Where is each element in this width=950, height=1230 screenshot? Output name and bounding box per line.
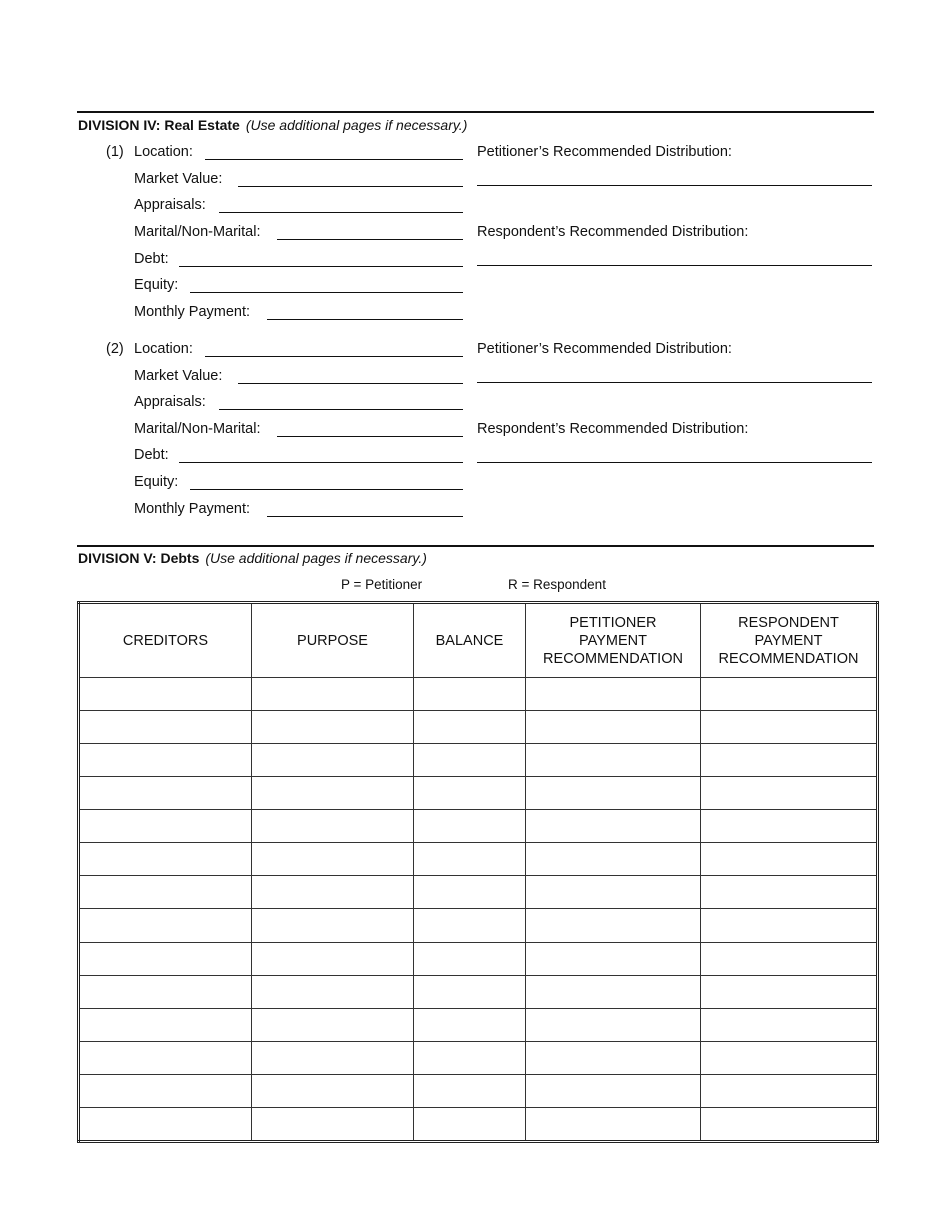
respondent-payment-cell[interactable] <box>701 909 878 942</box>
header-text: BALANCE <box>435 632 504 649</box>
petitioner-payment-cell[interactable] <box>526 777 701 810</box>
petitioner-payment-cell[interactable] <box>526 678 701 711</box>
debt-label: Debt: <box>134 251 169 267</box>
purpose-cell[interactable] <box>252 843 414 876</box>
balance-cell[interactable] <box>414 711 526 744</box>
petitioner-payment-cell[interactable] <box>526 1008 701 1041</box>
equity-label: Equity: <box>134 277 179 293</box>
monthly-payment-label: Monthly Payment: <box>134 304 251 320</box>
division-iv-note: (Use additional pages if necessary.) <box>245 117 468 133</box>
petitioner-distribution-label: Petitioner’s Recommended Distribution: <box>477 341 732 357</box>
petitioner-payment-cell[interactable] <box>526 1074 701 1107</box>
purpose-cell[interactable] <box>252 678 414 711</box>
petitioner-distribution-field[interactable] <box>477 382 872 383</box>
balance-cell[interactable] <box>414 744 526 777</box>
creditor-cell[interactable] <box>79 777 252 810</box>
creditor-cell[interactable] <box>79 909 252 942</box>
marital-field[interactable] <box>277 239 463 240</box>
market-value-field[interactable] <box>238 186 463 187</box>
market-value-label: Market Value: <box>134 368 223 384</box>
header-text: RECOMMENDATION <box>718 650 859 667</box>
creditor-cell[interactable] <box>79 1008 252 1041</box>
marital-label: Marital/Non-Marital: <box>134 421 261 437</box>
division-v-heading-row <box>78 550 427 566</box>
respondent-payment-cell[interactable] <box>701 843 878 876</box>
petitioner-payment-cell[interactable] <box>526 843 701 876</box>
location-label: Location: <box>134 144 193 160</box>
balance-cell[interactable] <box>414 942 526 975</box>
respondent-payment-cell[interactable] <box>701 810 878 843</box>
purpose-cell[interactable] <box>252 1074 414 1107</box>
table-row <box>79 744 878 777</box>
purpose-cell[interactable] <box>252 1041 414 1074</box>
creditor-cell[interactable] <box>79 843 252 876</box>
monthly-payment-field[interactable] <box>267 319 463 320</box>
appraisals-field[interactable] <box>219 409 463 410</box>
table-row <box>79 1074 878 1107</box>
respondent-payment-cell[interactable] <box>701 711 878 744</box>
property-number: (2) <box>106 341 124 357</box>
balance-cell[interactable] <box>414 843 526 876</box>
respondent-payment-cell[interactable] <box>701 975 878 1008</box>
respondent-payment-cell[interactable] <box>701 744 878 777</box>
table-row <box>79 909 878 942</box>
balance-cell[interactable] <box>414 909 526 942</box>
header-text: PETITIONER <box>569 614 657 631</box>
petitioner-payment-cell[interactable] <box>526 810 701 843</box>
respondent-payment-cell[interactable] <box>701 876 878 909</box>
balance-cell[interactable] <box>414 777 526 810</box>
balance-header <box>414 603 526 678</box>
debts-table <box>77 601 879 1143</box>
marital-field[interactable] <box>277 436 463 437</box>
balance-cell[interactable] <box>414 1008 526 1041</box>
balance-cell[interactable] <box>414 1074 526 1107</box>
table-row <box>79 810 878 843</box>
header-text: PURPOSE <box>297 632 368 649</box>
location-label: Location: <box>134 341 193 357</box>
debts-table-body <box>79 678 878 1142</box>
division-v-heading: DIVISION V: Debts <box>78 550 200 566</box>
table-row <box>79 678 878 711</box>
respondent-distribution-label: Respondent’s Recommended Distribution: <box>477 421 749 437</box>
location-field[interactable] <box>205 159 463 160</box>
petitioner-payment-header <box>526 603 701 678</box>
respondent-payment-cell[interactable] <box>701 1107 878 1141</box>
debt-label: Debt: <box>134 447 169 463</box>
header-text: PAYMENT <box>579 632 647 649</box>
purpose-cell[interactable] <box>252 942 414 975</box>
creditor-cell[interactable] <box>79 678 252 711</box>
purpose-cell[interactable] <box>252 777 414 810</box>
table-row <box>79 1041 878 1074</box>
market-value-label: Market Value: <box>134 171 223 187</box>
balance-cell[interactable] <box>414 975 526 1008</box>
header-text: CREDITORS <box>122 632 209 649</box>
petitioner-payment-cell[interactable] <box>526 876 701 909</box>
petitioner-distribution-field[interactable] <box>477 185 872 186</box>
purpose-cell[interactable] <box>252 810 414 843</box>
location-field[interactable] <box>205 356 463 357</box>
respondent-distribution-field[interactable] <box>477 462 872 463</box>
petitioner-payment-cell[interactable] <box>526 1107 701 1141</box>
property-number: (1) <box>106 144 124 160</box>
purpose-cell[interactable] <box>252 744 414 777</box>
legend-petitioner: P = Petitioner <box>341 577 423 592</box>
purpose-cell[interactable] <box>252 876 414 909</box>
purpose-cell[interactable] <box>252 909 414 942</box>
division-v-top-rule <box>77 545 874 547</box>
petitioner-payment-cell[interactable] <box>526 711 701 744</box>
respondent-payment-cell[interactable] <box>701 942 878 975</box>
purpose-cell[interactable] <box>252 711 414 744</box>
equity-field[interactable] <box>190 489 463 490</box>
creditor-cell[interactable] <box>79 711 252 744</box>
legend-respondent: R = Respondent <box>508 577 606 592</box>
division-iv-top-rule <box>77 111 874 113</box>
monthly-payment-field[interactable] <box>267 516 463 517</box>
division-v-note: (Use additional pages if necessary.) <box>205 550 427 566</box>
balance-cell[interactable] <box>414 1107 526 1141</box>
respondent-payment-cell[interactable] <box>701 678 878 711</box>
balance-cell[interactable] <box>414 876 526 909</box>
respondent-payment-cell[interactable] <box>701 777 878 810</box>
monthly-payment-label: Monthly Payment: <box>134 501 251 517</box>
table-row <box>79 876 878 909</box>
respondent-payment-header <box>701 603 878 678</box>
purpose-header <box>252 603 414 678</box>
creditor-cell[interactable] <box>79 810 252 843</box>
table-row <box>79 777 878 810</box>
respondent-payment-cell[interactable] <box>701 1074 878 1107</box>
equity-field[interactable] <box>190 292 463 293</box>
table-row <box>79 975 878 1008</box>
header-text: RECOMMENDATION <box>543 650 683 667</box>
purpose-cell[interactable] <box>252 975 414 1008</box>
debt-field[interactable] <box>179 462 463 463</box>
respondent-payment-cell[interactable] <box>701 1041 878 1074</box>
header-text: RESPONDENT <box>738 614 839 631</box>
balance-cell[interactable] <box>414 1041 526 1074</box>
balance-cell[interactable] <box>414 810 526 843</box>
creditor-cell[interactable] <box>79 1074 252 1107</box>
division-iv-heading-row <box>78 117 467 133</box>
creditors-header <box>79 603 252 678</box>
creditor-cell[interactable] <box>79 1107 252 1141</box>
table-row <box>79 942 878 975</box>
market-value-field[interactable] <box>238 383 463 384</box>
table-row <box>79 843 878 876</box>
respondent-distribution-label: Respondent’s Recommended Distribution: <box>477 224 749 240</box>
creditor-cell[interactable] <box>79 1041 252 1074</box>
purpose-cell[interactable] <box>252 1008 414 1041</box>
creditor-cell[interactable] <box>79 942 252 975</box>
table-row <box>79 711 878 744</box>
debt-field[interactable] <box>179 266 463 267</box>
table-row <box>79 1107 878 1141</box>
header-text: PAYMENT <box>754 632 823 649</box>
creditor-cell[interactable] <box>79 975 252 1008</box>
marital-label: Marital/Non-Marital: <box>134 224 261 240</box>
respondent-distribution-field[interactable] <box>477 265 872 266</box>
equity-label: Equity: <box>134 474 179 490</box>
petitioner-distribution-label: Petitioner’s Recommended Distribution: <box>477 144 732 160</box>
creditor-cell[interactable] <box>79 876 252 909</box>
petitioner-payment-cell[interactable] <box>526 942 701 975</box>
purpose-cell[interactable] <box>252 1107 414 1141</box>
appraisals-field[interactable] <box>219 212 463 213</box>
petitioner-payment-cell[interactable] <box>526 975 701 1008</box>
creditor-cell[interactable] <box>79 744 252 777</box>
balance-cell[interactable] <box>414 678 526 711</box>
appraisals-label: Appraisals: <box>134 394 206 410</box>
table-header-row <box>79 603 878 678</box>
respondent-payment-cell[interactable] <box>701 1008 878 1041</box>
petitioner-payment-cell[interactable] <box>526 909 701 942</box>
petitioner-payment-cell[interactable] <box>526 1041 701 1074</box>
division-iv-heading: DIVISION IV: Real Estate <box>78 117 240 133</box>
table-row <box>79 1008 878 1041</box>
appraisals-label: Appraisals: <box>134 197 206 213</box>
petitioner-payment-cell[interactable] <box>526 744 701 777</box>
